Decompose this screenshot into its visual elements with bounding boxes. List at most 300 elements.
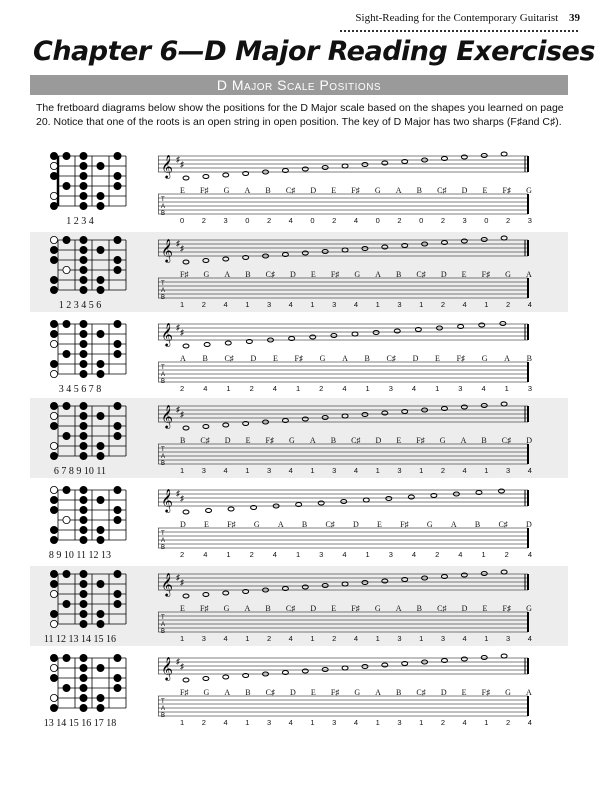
running-title: Sight-Reading for the Contemporary Guitarist xyxy=(355,12,559,24)
fingering: 1 xyxy=(419,634,424,643)
fingering: 4 xyxy=(203,550,208,559)
fingering: 2 xyxy=(180,384,185,393)
exercise-row xyxy=(30,482,568,562)
note-name: G xyxy=(526,604,532,613)
fingering: 4 xyxy=(223,300,228,309)
svg-text:A: A xyxy=(161,622,166,628)
note-name: E xyxy=(180,604,185,613)
fingering: 4 xyxy=(288,634,293,643)
note-name: G xyxy=(481,354,488,363)
note-name: D xyxy=(250,354,257,363)
note-name: C♯ xyxy=(285,604,296,613)
note-name: B xyxy=(481,436,487,445)
fingering: 1 xyxy=(245,718,250,727)
note-name: F♯ xyxy=(351,186,360,195)
section-band xyxy=(30,75,568,95)
fingering: 2 xyxy=(332,216,337,225)
svg-text:B: B xyxy=(161,211,166,217)
svg-text:♯: ♯ xyxy=(176,323,180,332)
note-name: C♯ xyxy=(351,436,361,445)
fingering: 2 xyxy=(201,300,206,309)
note-name: D xyxy=(310,604,317,613)
fingering: 1 xyxy=(226,550,231,559)
svg-text:T: T xyxy=(161,281,165,287)
note-name: C♯ xyxy=(265,270,275,279)
fingering: 3 xyxy=(266,718,272,727)
fingering: 1 xyxy=(484,466,489,475)
fingering: 1 xyxy=(180,718,185,727)
note-name: F♯ xyxy=(200,186,209,195)
note-name: A xyxy=(180,354,186,363)
exercise-row xyxy=(30,316,568,396)
note-name: G xyxy=(354,688,361,697)
fingering: 4 xyxy=(288,466,293,475)
svg-text:𝄞: 𝄞 xyxy=(161,488,173,512)
fingerings xyxy=(180,634,532,643)
note-name: F♯ xyxy=(416,436,425,445)
svg-text:A: A xyxy=(161,204,166,210)
note-name: C♯ xyxy=(498,520,508,529)
fingering: 1 xyxy=(435,384,440,393)
svg-text:T: T xyxy=(161,531,165,537)
fingering: 3 xyxy=(388,384,393,393)
fingering: 1 xyxy=(365,384,370,393)
fingering: 3 xyxy=(266,300,272,309)
fingering: 3 xyxy=(397,300,402,309)
running-header xyxy=(355,12,580,24)
fingerings xyxy=(180,300,532,309)
note-name: C♯ xyxy=(224,354,234,363)
note-name: C♯ xyxy=(200,436,210,445)
fret-numbers: 1 2 3 4 5 6 xyxy=(58,300,102,311)
fingering: 3 xyxy=(266,466,272,475)
note-name: B xyxy=(364,354,370,363)
note-name: G xyxy=(319,354,326,363)
note-name: F♯ xyxy=(200,604,209,613)
note-name: G xyxy=(505,688,511,697)
fingering: 3 xyxy=(506,466,511,475)
svg-text:♯: ♯ xyxy=(180,244,184,253)
note-name: C♯ xyxy=(501,436,512,445)
fingering: 4 xyxy=(527,300,532,309)
note-name: C♯ xyxy=(416,270,426,279)
fingering: 1 xyxy=(375,466,380,475)
fingering: 3 xyxy=(458,384,463,393)
fingering: 3 xyxy=(506,634,511,643)
note-name: E xyxy=(461,688,467,697)
note-name: B xyxy=(202,354,208,363)
fingering: 1 xyxy=(180,466,185,475)
fingering: 2 xyxy=(201,216,206,225)
page-number: 39 xyxy=(569,12,580,24)
note-name: F♯ xyxy=(330,688,340,697)
note-name: A xyxy=(224,688,231,697)
fingering: 4 xyxy=(462,466,467,475)
fingering: 4 xyxy=(527,718,532,727)
svg-text:T: T xyxy=(161,699,165,705)
note-name: A xyxy=(277,520,284,529)
exercise-row xyxy=(30,566,568,646)
note-name: B xyxy=(396,270,402,279)
svg-text:♯: ♯ xyxy=(176,155,180,164)
fingering: 1 xyxy=(245,466,250,475)
svg-text:B: B xyxy=(161,713,166,719)
fingering: 1 xyxy=(484,718,489,727)
note-name: E xyxy=(377,520,382,529)
note-name: A xyxy=(395,186,402,195)
svg-text:𝄞: 𝄞 xyxy=(161,154,173,178)
fingering: 1 xyxy=(226,384,231,393)
fret-numbers: 11 12 13 14 15 16 xyxy=(43,634,117,645)
note-names xyxy=(180,270,532,279)
svg-text:♯: ♯ xyxy=(180,160,184,169)
fingering: 2 xyxy=(506,718,511,727)
fingering: 1 xyxy=(295,384,301,393)
note-name: B xyxy=(180,436,186,445)
fingering: 3 xyxy=(332,300,337,309)
note-name: D xyxy=(412,354,419,363)
note-name: A xyxy=(375,688,381,697)
svg-text:♯: ♯ xyxy=(176,405,180,414)
fingering: 4 xyxy=(223,718,228,727)
note-name: E xyxy=(310,688,316,697)
fingerings xyxy=(180,466,532,475)
fingering: 4 xyxy=(411,550,417,559)
fingering: 2 xyxy=(266,634,272,643)
note-name: F♯ xyxy=(351,604,360,613)
fingering: 2 xyxy=(201,718,206,727)
fretboard-diagram xyxy=(50,652,130,718)
exercise-row xyxy=(30,398,568,478)
fingering: 2 xyxy=(506,300,511,309)
fingering: 4 xyxy=(353,634,359,643)
svg-text:♯: ♯ xyxy=(176,657,180,666)
note-names xyxy=(180,436,532,445)
fingering: 1 xyxy=(245,300,250,309)
note-name: D xyxy=(526,520,532,529)
note-name: C♯ xyxy=(386,354,396,363)
fingering: 1 xyxy=(419,718,424,727)
fingering: 2 xyxy=(249,384,254,393)
note-name: A xyxy=(224,270,231,279)
fingering: 2 xyxy=(504,550,509,559)
note-name: B xyxy=(330,436,337,445)
note-name: G xyxy=(505,270,511,279)
fretboard-diagram xyxy=(50,484,130,550)
note-name: B xyxy=(396,688,402,697)
fingering: 4 xyxy=(288,718,293,727)
note-name: B xyxy=(416,604,422,613)
note-name: G xyxy=(426,520,433,529)
fingering: 1 xyxy=(310,300,315,309)
note-name: F♯ xyxy=(481,270,491,279)
note-name: F♯ xyxy=(265,436,274,445)
svg-text:𝄞: 𝄞 xyxy=(161,238,173,262)
fretboard-diagram xyxy=(50,318,130,384)
header-dots xyxy=(340,30,578,34)
note-name: G xyxy=(289,436,295,445)
fingering: 3 xyxy=(527,216,532,225)
note-name: C♯ xyxy=(437,186,447,195)
fretboard-diagram xyxy=(50,234,130,300)
fingering: 3 xyxy=(332,718,337,727)
note-name: G xyxy=(203,688,210,697)
svg-text:♯: ♯ xyxy=(176,573,180,582)
svg-text:T: T xyxy=(161,365,165,371)
note-name: E xyxy=(482,604,488,613)
fingering: 4 xyxy=(458,550,463,559)
note-names xyxy=(180,604,532,613)
fingering: 0 xyxy=(375,216,380,225)
fingering: 1 xyxy=(481,550,486,559)
fretboard-diagram xyxy=(50,150,130,216)
note-name: B xyxy=(526,354,532,363)
note-name: D xyxy=(461,604,468,613)
fingering: 2 xyxy=(319,384,324,393)
note-names xyxy=(180,520,532,529)
note-name: G xyxy=(253,520,260,529)
fingering: 4 xyxy=(462,634,467,643)
fingering: 4 xyxy=(353,216,359,225)
note-name: G xyxy=(526,186,532,195)
fingering: 4 xyxy=(288,300,293,309)
note-name: A xyxy=(309,436,316,445)
note-name: E xyxy=(461,270,467,279)
fingering: 2 xyxy=(440,466,445,475)
svg-text:B: B xyxy=(161,461,166,467)
fret-numbers: 13 14 15 16 17 18 xyxy=(43,718,117,729)
svg-text:B: B xyxy=(161,545,166,551)
fingering: 4 xyxy=(272,550,277,559)
note-name: C♯ xyxy=(325,520,335,529)
fingering: 2 xyxy=(435,550,440,559)
note-name: E xyxy=(310,270,316,279)
note-name: D xyxy=(461,186,468,195)
fingering: 2 xyxy=(180,550,185,559)
fingering: 3 xyxy=(527,384,532,393)
note-name: A xyxy=(244,604,251,613)
intro-paragraph: The fretboard diagrams below show the positions for the D Major scale based on the shapes you learned on page 20. Notice that one of the roots is an open string in open position. The key of D Major has two sharps (F♯and C♯). xyxy=(36,102,564,128)
svg-text:♯: ♯ xyxy=(180,410,184,419)
fingering: 3 xyxy=(388,550,393,559)
note-name: C♯ xyxy=(416,688,426,697)
note-name: B xyxy=(245,688,251,697)
fingering: 1 xyxy=(310,634,315,643)
exercise-row xyxy=(30,148,568,228)
svg-text:B: B xyxy=(161,629,166,635)
fingering: 3 xyxy=(201,466,206,475)
note-name: F♯ xyxy=(227,520,236,529)
note-name: E xyxy=(482,186,488,195)
fingering: 0 xyxy=(180,216,185,225)
fingering: 1 xyxy=(180,300,185,309)
fingering: 3 xyxy=(397,634,402,643)
note-name: A xyxy=(504,354,510,363)
note-name: G xyxy=(439,436,446,445)
svg-text:𝄞: 𝄞 xyxy=(161,656,173,680)
note-names xyxy=(180,186,532,195)
fingering: 4 xyxy=(342,550,347,559)
note-name: D xyxy=(440,688,447,697)
fingering: 1 xyxy=(375,300,380,309)
fret-numbers: 3 4 5 6 7 8 xyxy=(58,384,102,395)
fingering: 2 xyxy=(440,718,445,727)
note-name: E xyxy=(331,186,337,195)
fingering: 4 xyxy=(462,300,467,309)
note-name: F♯ xyxy=(180,688,189,697)
fingering: 4 xyxy=(353,466,359,475)
fingering: 4 xyxy=(527,466,532,475)
note-name: D xyxy=(440,270,447,279)
note-name: E xyxy=(204,520,209,529)
svg-text:𝄞: 𝄞 xyxy=(161,404,173,428)
svg-text:A: A xyxy=(161,288,166,294)
svg-text:𝄞: 𝄞 xyxy=(161,572,173,596)
fingering: 1 xyxy=(419,300,424,309)
note-name: A xyxy=(525,270,532,279)
note-name: B xyxy=(474,520,481,529)
note-name: G xyxy=(203,270,210,279)
fingerings xyxy=(180,384,532,393)
note-name: D xyxy=(180,520,186,529)
svg-text:♯: ♯ xyxy=(180,494,184,503)
fingering: 4 xyxy=(527,550,532,559)
fret-numbers: 8 9 10 11 12 13 xyxy=(48,550,112,561)
section-title: D Major Scale Positions xyxy=(216,77,382,93)
svg-text:♯: ♯ xyxy=(180,328,184,337)
fingering: 1 xyxy=(295,550,301,559)
note-name: F♯ xyxy=(180,270,189,279)
svg-text:♯: ♯ xyxy=(180,662,184,671)
fingering: 4 xyxy=(411,384,417,393)
note-name: D xyxy=(526,436,532,445)
note-name: D xyxy=(353,520,359,529)
fingering: 4 xyxy=(223,466,228,475)
fingering: 4 xyxy=(223,634,228,643)
fingering: 1 xyxy=(419,466,424,475)
note-name: F♯ xyxy=(502,604,511,613)
fingering: 0 xyxy=(419,216,424,225)
fretboard-diagram xyxy=(50,400,130,466)
note-name: F♯ xyxy=(400,520,409,529)
note-name: C♯ xyxy=(437,604,447,613)
note-name: F♯ xyxy=(456,354,466,363)
note-name: E xyxy=(396,436,402,445)
note-name: E xyxy=(272,354,278,363)
fingering: 1 xyxy=(484,634,489,643)
note-name: F♯ xyxy=(294,354,303,363)
fingering: 1 xyxy=(310,466,315,475)
note-name: F♯ xyxy=(481,688,491,697)
note-name: E xyxy=(331,604,337,613)
exercise-row xyxy=(30,232,568,312)
note-name: B xyxy=(245,270,251,279)
note-name: G xyxy=(374,186,381,195)
fingering: 4 xyxy=(462,718,467,727)
note-name: A xyxy=(460,436,467,445)
chapter-title: Chapter 6—D Major Reading Exercises xyxy=(33,36,595,67)
svg-text:A: A xyxy=(161,454,166,460)
svg-text:♯: ♯ xyxy=(176,239,180,248)
fingering: 2 xyxy=(440,300,445,309)
note-name: A xyxy=(244,186,251,195)
note-name: A xyxy=(450,520,457,529)
fingering: 4 xyxy=(288,216,293,225)
fingering: 2 xyxy=(249,550,254,559)
fingering: 3 xyxy=(462,216,467,225)
note-name: D xyxy=(290,270,296,279)
fingering: 3 xyxy=(397,718,402,727)
fingerings xyxy=(180,718,532,727)
fingering: 3 xyxy=(201,634,206,643)
fingering: 4 xyxy=(527,634,532,643)
note-names xyxy=(180,688,532,697)
fingering: 2 xyxy=(397,216,402,225)
note-name: A xyxy=(525,688,532,697)
fingering: 4 xyxy=(353,300,359,309)
svg-text:B: B xyxy=(161,295,166,301)
fingering: 1 xyxy=(245,634,250,643)
fingering: 1 xyxy=(180,634,185,643)
note-name: G xyxy=(374,604,381,613)
note-name: B xyxy=(265,186,271,195)
exercise-row xyxy=(30,650,568,730)
svg-text:♯: ♯ xyxy=(180,578,184,587)
fretboard-diagram xyxy=(50,568,130,634)
fingering: 1 xyxy=(504,384,509,393)
note-name: A xyxy=(395,604,402,613)
svg-text:♯: ♯ xyxy=(176,489,180,498)
fret-numbers: 1 2 3 4 xyxy=(66,216,94,227)
note-name: E xyxy=(245,436,251,445)
fingering: 0 xyxy=(245,216,250,225)
note-name: D xyxy=(224,436,231,445)
note-name: E xyxy=(435,354,440,363)
fret-numbers: 6 7 8 9 10 11 xyxy=(53,466,107,477)
svg-text:B: B xyxy=(161,379,166,385)
fingering: 1 xyxy=(375,634,380,643)
svg-text:A: A xyxy=(161,372,166,378)
fingering: 2 xyxy=(332,634,337,643)
fingering: 2 xyxy=(506,216,511,225)
fingering: 3 xyxy=(440,634,445,643)
svg-text:A: A xyxy=(161,538,166,544)
note-name: E xyxy=(180,186,185,195)
svg-text:T: T xyxy=(161,197,165,203)
fingering: 1 xyxy=(365,550,370,559)
fingering: 0 xyxy=(484,216,489,225)
fingering: 3 xyxy=(332,466,337,475)
svg-text:T: T xyxy=(161,447,165,453)
svg-text:𝄞: 𝄞 xyxy=(161,322,173,346)
fingerings xyxy=(180,216,532,225)
note-name: C♯ xyxy=(285,186,296,195)
fingering: 2 xyxy=(440,216,445,225)
note-name: F♯ xyxy=(502,186,511,195)
fingering: 4 xyxy=(272,384,277,393)
note-name: B xyxy=(416,186,422,195)
note-name: A xyxy=(342,354,348,363)
note-name: D xyxy=(310,186,317,195)
note-name: A xyxy=(375,270,381,279)
fingering: 4 xyxy=(203,384,208,393)
fingering: 3 xyxy=(397,466,402,475)
note-name: D xyxy=(290,688,296,697)
fingering: 0 xyxy=(310,216,315,225)
fingerings xyxy=(180,550,532,559)
note-name: B xyxy=(301,520,308,529)
note-name: G xyxy=(223,186,230,195)
